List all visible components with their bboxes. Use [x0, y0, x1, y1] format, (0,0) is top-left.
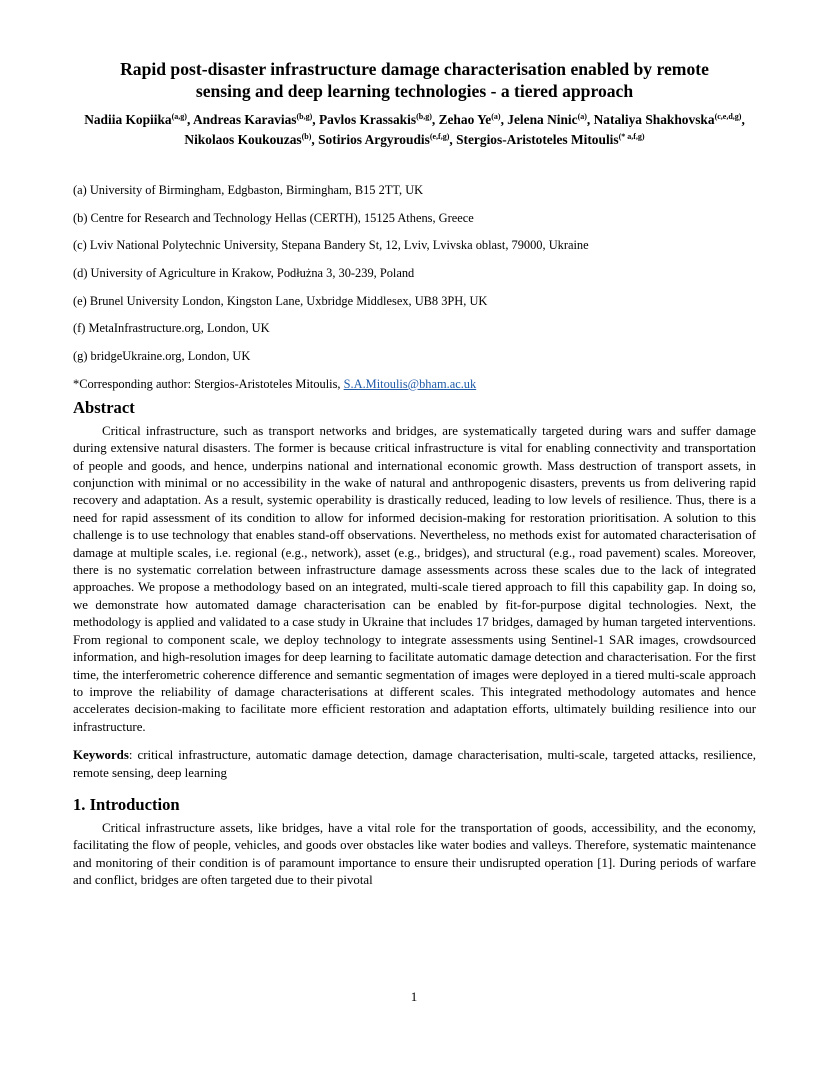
author-affiliation-marker: (c,e,d,g)	[714, 112, 742, 121]
author-affiliation-marker: (b,g)	[416, 112, 432, 121]
title-line-1: Rapid post-disaster infrastructure damage characterisation enabled by remote	[120, 59, 709, 79]
keywords-label: Keywords	[73, 748, 129, 763]
author-name: Sotirios Argyroudis	[318, 131, 430, 147]
author	[184, 132, 318, 147]
author-affiliation-marker: (b)	[301, 131, 312, 141]
affiliation-d: (d) University of Agriculture in Krakow, Podłużna 3, 30-239, Poland	[73, 266, 415, 281]
author-name: Jelena Ninic	[507, 112, 578, 127]
author-separator: ,	[312, 112, 319, 127]
author	[507, 112, 593, 127]
author-name: Nataliya Shakhovska	[593, 112, 715, 127]
affiliation-f: (f) MetaInfrastructure.org, London, UK	[73, 321, 270, 336]
author	[439, 112, 508, 127]
author	[84, 112, 193, 127]
abstract-text: Critical infrastructure, such as transport networks and bridges, are systematically targeted during wars and suffer damage during extensive natural disasters. The former is because critical infrastructure is vital for enabling connectivity and transportation of people and goods, and hence, underpins national and international economic growth. Mass destruction of transport assets, in conjunction with minimal or no accessibility in the wake of natural and anthropogenic disasters, prevents us from delivering rapid recovery and adaptation. As a result, systemic operability is drastically reduced, leading to low levels of resilience. Thus, there is a need for rapid assessment of its condition to allow for informed decision-making for restoration prioritisation. A solution to this challenge is to use technology that enables stand-off observations. Nevertheless, no methods exist for automated characterisation of damage at multiple scales, i.e. regional (e.g., network), asset (e.g., bridges), and structural (e.g., road pavement) scales. Moreover, there is no systematic correlation between infrastructure damage assessments across these scales due to the lack of integrated approaches. We propose a methodology based on an integrated, multi-scale tiered approach to fill this capability gap. In doing so, we demonstrate how automated damage characterisation can be enabled by fit-for-purpose digital technologies. Next, the methodology is applied and validated to a case study in Ukraine that includes 17 bridges, damaged by human targeted interventions. From regional to component scale, we deploy technology to integrate assessments using Sentinel-1 SAR images, crowdsourced information, and high-resolution images for deep learning to facilitate automatic damage detection and characterisation. For the first time, the interferometric coherence difference and semantic segmentation of images were deployed in a tiered multi-scale approach to improve the reliability of damage characterisations at different scales. This integrated methodology automates and hence accelerates decision-making to facilitate more efficient restoration and adaptation efforts, ultimately building resilience into our infrastructure.	[73, 423, 756, 734]
author-name: Pavlos Krassakis	[318, 112, 417, 127]
keywords-text: : critical infrastructure, automatic damage detection, damage characterisation, multi-scale, targeted attacks, resilience, remote sensing, deep learning	[73, 748, 756, 780]
author-separator: ,	[186, 112, 193, 127]
affiliation-a: (a) University of Birmingham, Edgbaston, Birmingham, B15 2TT, UK	[73, 183, 424, 197]
author-name: Nadiia Kopiika	[84, 112, 172, 127]
author-separator: ,	[500, 112, 508, 127]
author-name: Nikolaos Koukouzas	[184, 131, 302, 147]
author-affiliation-marker: (b,g)	[296, 112, 313, 121]
page-number: 1	[410, 989, 418, 1004]
corresponding-label: *Corresponding author: Stergios-Aristoteles Mitoulis,	[73, 376, 344, 391]
affiliation-c: (c) Lviv National Polytechnic University, Stepana Bandery St, 12, Lviv, Lvivska oblast, 79000, Ukraine	[73, 238, 589, 253]
affiliation-e: (e) Brunel University London, Kingston Lane, Uxbridge Middlesex, UB8 3PH, UK	[73, 293, 488, 308]
introduction-heading: 1. Introduction	[73, 794, 180, 814]
author-list	[73, 110, 756, 149]
author-separator: ,	[449, 131, 457, 147]
author-name: Andreas Karavias	[192, 112, 297, 127]
title-line-2: sensing and deep learning technologies - a tiered approach	[195, 81, 634, 101]
paper-page	[73, 58, 756, 890]
corresponding-author	[73, 376, 756, 392]
author-separator: ,	[431, 112, 439, 127]
corresponding-email-link[interactable]: S.A.Mitoulis@bham.ac.uk	[343, 376, 477, 391]
affiliation-list	[73, 182, 756, 376]
author	[318, 132, 456, 147]
author-separator: ,	[311, 131, 319, 147]
paper-title	[73, 58, 756, 102]
author	[319, 112, 439, 127]
author	[594, 112, 745, 127]
author-affiliation-marker: (a)	[577, 112, 587, 121]
author-affiliation-marker: (a,g)	[171, 112, 187, 121]
author-separator: ,	[741, 112, 745, 127]
author-name: Zehao Ye	[438, 112, 492, 127]
author	[193, 112, 319, 127]
affiliation-b: (b) Centre for Research and Technology Hellas (CERTH), 15125 Athens, Greece	[73, 210, 474, 225]
affiliation-g: (g) bridgeUkraine.org, London, UK	[73, 349, 251, 364]
author-name: Stergios-Aristoteles Mitoulis	[456, 131, 619, 147]
author-affiliation-marker: (e,f,g)	[429, 131, 450, 141]
author	[456, 132, 645, 147]
author-affiliation-marker: (a)	[491, 112, 501, 121]
keywords	[73, 747, 756, 782]
abstract-heading: Abstract	[73, 397, 135, 417]
author-separator: ,	[586, 112, 594, 127]
author-affiliation-marker: (* a,f,g)	[618, 131, 645, 141]
introduction-text: Critical infrastructure assets, like bridges, have a vital role for the transportation of goods, accessibility, and the economy, facilitating the flow of people, vehicles, and goods over obstacles like water bodies and valleys. Therefore, systematic maintenance and monitoring of their condition is of paramount importance to ensure their undisrupted operation [1]. During periods of warfare and conflict, bridges are often targeted due to their pivotal	[73, 820, 756, 888]
